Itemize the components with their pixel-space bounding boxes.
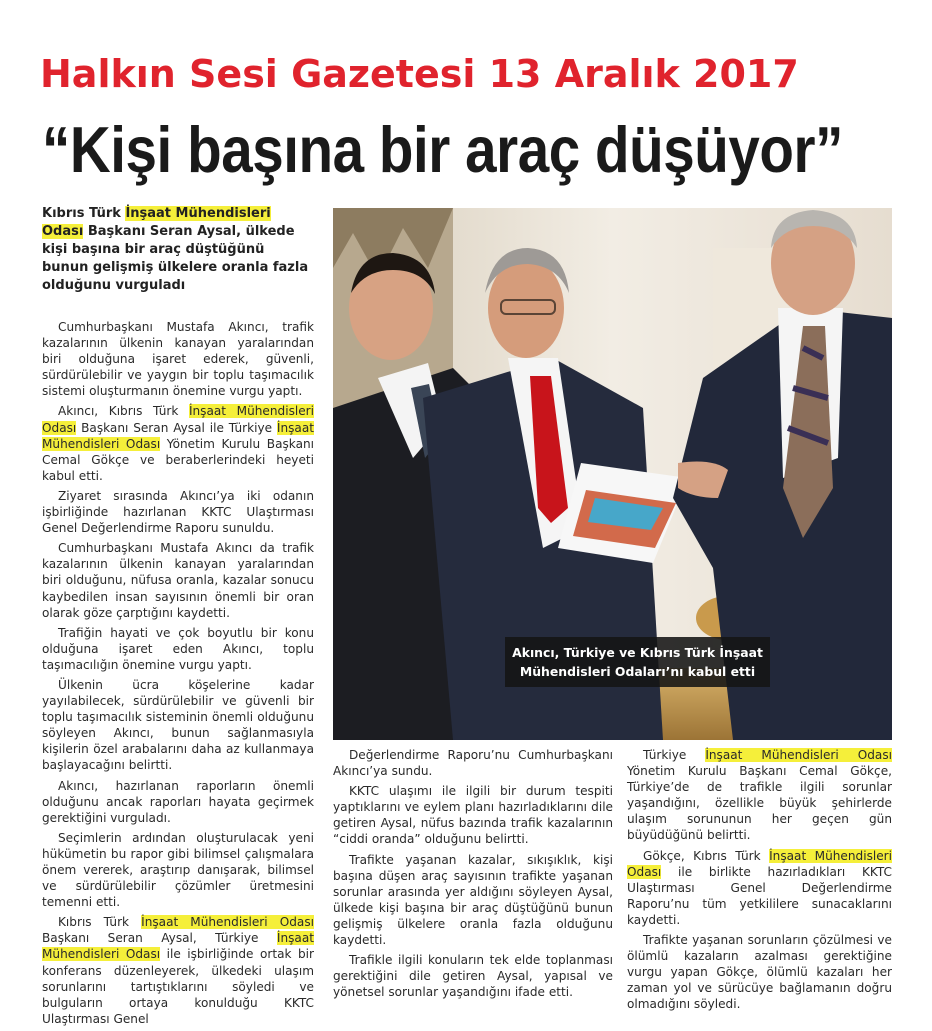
article-column-3 (627, 747, 892, 1017)
text-span: Akıncı, Kıbrıs Türk (58, 404, 189, 419)
article-headline: “Kişi başına bir araç düşüyor” (42, 113, 843, 186)
highlighted-term: İnşaat Mühendisleri Odası (42, 206, 271, 239)
highlighted-term: İnşaat Mühendisleri Odası (705, 748, 892, 762)
text-span: ile birlikte hazırladıkları KKTC Ulaştırması Genel Değerlendirme Raporu’nu tüm yetkililere sunacaklarını kaydetti. (627, 864, 892, 927)
article-paragraph (627, 848, 892, 928)
text-span: Değerlendirme Raporu’nu Cumhurbaşkanı Akıncı’ya sundu. (333, 748, 613, 779)
text-span: Cumhurbaşkanı Mustafa Akıncı da trafik kazalarının ülkenin kanayan yaralarından biri olduğunu, nüfusa oranla, kazalar sonucu kaybedilen insan sayısının önemli bir oran olarak göze çarptığını kaydetti. (42, 541, 314, 620)
article-paragraph (333, 852, 613, 949)
article-paragraph (42, 778, 314, 826)
article-paragraph (333, 783, 613, 847)
article-paragraph (42, 625, 314, 673)
text-span: Gökçe, Kıbrıs Türk (643, 848, 770, 863)
text-span: Trafiğin hayati ve çok boyutlu bir konu olduğuna işaret eden Akıncı, toplu taşımacılığın önemine vurgu yaptı. (42, 625, 314, 672)
highlighted-term: İnşaat Mühendisleri Odası (627, 848, 892, 879)
text-span: Başkanı Seran Aysal, ülkede kişi başına bir araç düştüğünü bunun gelişmiş ülkelere oranla fazla olduğunu vurguladı (42, 224, 309, 293)
text-span: Trafikle ilgili konuların tek elde toplanması gerektiğini dile getiren Aysal, yapısal ve yönetsel sorunlar yaşandığını ifade etti. (333, 953, 613, 1000)
article-paragraph (42, 488, 314, 536)
article-paragraph (42, 914, 314, 1027)
text-span: Cumhurbaşkanı Mustafa Akıncı, trafik kazalarının ülkenin kanayan yaralarından biri olduğuna işaret ederek, güvenli, sürdürülebilir ve yaygın bir toplu taşımacılık sistemi oluşturmanın önemine vurgu yaptı. (42, 320, 314, 399)
article-paragraph (333, 747, 613, 779)
text-span: Kıbrıs Türk (58, 915, 142, 930)
photo-caption-line-2: Mühendisleri Odaları’nı kabul etti (519, 664, 756, 679)
text-span: Akıncı, hazırlanan raporların önemli olduğunu ancak raporları hayata geçirmek gerektiğini vurguladı. (42, 778, 314, 825)
photo-caption-line-1: Akıncı, Türkiye ve Kıbrıs Türk İnşaat (512, 645, 763, 660)
article-paragraph (627, 932, 892, 1012)
text-span: Türkiye (643, 748, 706, 762)
text-span: Trafikte yaşanan sorunların çözülmesi ve ölümlü kazaların azalması gerektiğine vurgu yapan Gökçe, ölümlü kazaları her zaman yol ve sürücüye bağlamanın doğru olmadığını söyledi. (627, 933, 892, 1012)
text-span: Yönetim Kurulu Başkanı Cemal Gökçe, Türkiye’de de trafikle ilgili sorunlar yaşandığını, özellikle büyük şehirlerde ulaşım sorununun her geçen gün büyüdüğünü belirtti. (627, 764, 892, 843)
article-column-1 (42, 319, 314, 1031)
article-paragraph (42, 403, 314, 483)
article-column-2 (333, 747, 613, 1004)
article-paragraph (42, 319, 314, 399)
text-span: Trafikte yaşanan kazalar, sıkışıklık, kişi başına düşen araç sayısının trafikte yaşanan sorunlar arasında yer aldığını söyleyen Aysal, ülkede kişi başına bir araç düştüğünü bunun gelişmiş ülkelere oranla fazla olduğunu kaydetti. (333, 852, 613, 948)
article-lead (42, 205, 312, 295)
article-paragraph (333, 952, 613, 1000)
highlighted-term: İnşaat Mühendisleri Odası (141, 915, 314, 930)
highlighted-term: İnşaat Mühendisleri Odası (42, 404, 314, 435)
text-span: KKTC ulaşımı ile ilgili bir durum tespiti yaptıklarını ve eylem planı hazırladıklarını dile getiren Aysal, nüfus bazında trafik kazalarının “ciddi oranda” olduğunu belirtti. (333, 784, 613, 847)
article-paragraph (42, 830, 314, 910)
text-span: Ziyaret sırasında Akıncı’ya iki odanın işbirliğinde hazırlanan KKTC Ulaştırması Genel Değerlendirme Raporu sunuldu. (42, 488, 314, 536)
article-paragraph (42, 677, 314, 774)
article-paragraph (627, 747, 892, 844)
text-span: Yönetim Kurulu Başkanı Cemal Gökçe ve beraberlerindeki heyeti kabul etti. (42, 436, 315, 483)
text-span: Kıbrıs Türk (42, 206, 126, 221)
text-span: Ülkenin ücra köşelerine kadar yayılabilecek, sürdürülebilir ve güvenli bir toplu taşımacılık sisteminin önemli olduğunu söyleyen Akıncı, bunun sağlanmasıyla kişilerin özel arabalarını daha az kullanmaya başlayacağını belirtti. (42, 677, 314, 773)
text-span: Seçimlerin ardından oluşturulacak yeni hükümetin bu rapor gibi bilimsel çalışmalara önem vererek, araştırıp danışarak, bilimsel ve sürdürülebilir çözümler üretmesini temenni etti. (42, 830, 314, 910)
text-span: ile işbirliğinde ortak bir konferans düzenleyerek, ülkedeki ulaşım sorunlarını tartıştıklarını söyledi ve bulguların ortaya konulduğu KKTC Ulaştırması Genel (42, 947, 314, 1026)
highlighted-term: İnşaat Mühendisleri Odası (42, 420, 314, 451)
text-span: Başkanı Seran Aysal ile Türkiye (76, 420, 277, 435)
newspaper-masthead: Halkın Sesi Gazetesi 13 Aralık 2017 (40, 52, 799, 96)
highlighted-term: İnşaat Mühendisleri Odası (42, 931, 314, 962)
article-paragraph (42, 540, 314, 620)
photo-caption (505, 637, 770, 687)
text-span: Başkanı Seran Aysal, Türkiye (42, 931, 277, 946)
